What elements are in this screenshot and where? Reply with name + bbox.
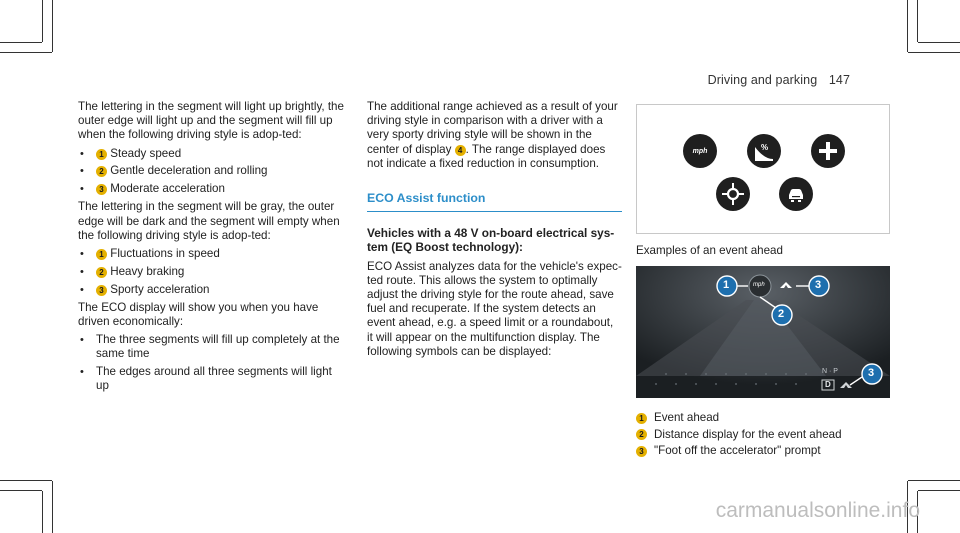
page-number: 147 [828, 73, 850, 87]
bullet: • [80, 248, 84, 261]
list-item [78, 283, 346, 297]
icon-label: mph [692, 147, 708, 155]
list-item-text: Steady speed [110, 146, 182, 160]
icon-label: % [761, 143, 769, 152]
paragraph: ECO Assist analyzes data for the vehicle's expec-ted route. This allows the system to optimally adjust the driving style for the route ahead, save fuel and recuperate. If the system detects an event ahead, e.g. a speed limit or a roundabout, it will appear on the multifunction display. The following symbols can be displayed: [367, 259, 622, 358]
number-badge: 1 [636, 413, 647, 424]
number-badge: 2 [96, 166, 107, 177]
number-badge: 2 [96, 267, 107, 278]
column-left [78, 100, 346, 398]
number-badge: 2 [636, 429, 647, 440]
header-title: Driving and parking [707, 73, 818, 87]
intersection-icon [811, 134, 845, 168]
number-badge: 3 [636, 446, 647, 457]
crop-mark [0, 480, 52, 481]
roundabout-shape [721, 182, 745, 206]
crop-mark [52, 0, 53, 52]
bullet: • [80, 147, 84, 160]
number-badge: 3 [96, 184, 107, 195]
bullet: • [80, 183, 84, 196]
number-badge: 4 [455, 145, 466, 156]
crop-mark [0, 490, 42, 491]
paragraph: The lettering in the segment will be gray, the outer edge will be dark and the segment will empty when the following driving style is adop-ted: [78, 200, 340, 242]
column-middle [367, 100, 622, 363]
paragraph-text: The additional range achieved as a result of your driving style in comparison with a driver with a very sporty driving style will be shown in the center of display [367, 100, 618, 156]
roundabout-icon [716, 177, 750, 211]
crop-mark [908, 480, 960, 481]
legend-row [636, 443, 842, 460]
paragraph: The ECO display will show you when you have driven economically: [78, 300, 319, 329]
figure-legend [636, 410, 842, 460]
crop-mark [917, 0, 918, 42]
legend-row [636, 410, 842, 427]
crop-mark [0, 42, 42, 43]
crop-mark [907, 0, 908, 52]
paragraph: The lettering in the segment will light up brightly, the outer edge will light up and the segment will fill up when the following driving style is adop-ted: [78, 100, 344, 142]
figure-caption: Examples of an event ahead [636, 244, 783, 257]
list-item [78, 333, 346, 361]
bullet: • [80, 165, 84, 178]
list-item [78, 247, 346, 261]
speed-limit-mph-icon [683, 134, 717, 168]
list-item [78, 182, 346, 196]
crop-mark [52, 481, 53, 533]
paragraph [367, 100, 622, 171]
car-shape [784, 182, 808, 206]
callout-label-3: 3 [815, 279, 822, 291]
gradient-percent-icon [747, 134, 781, 168]
list-item-text: Gentle deceleration and rolling [110, 164, 268, 178]
paragraph-text: . The range displayed does not indicate a fixed reduction in consumption. [367, 142, 606, 170]
bullet: • [80, 265, 84, 278]
crop-mark [918, 490, 960, 491]
list-item-text: Heavy braking [110, 264, 185, 278]
bullet-list [78, 147, 346, 197]
legend-text: Event ahead [654, 411, 720, 424]
list-item [78, 147, 346, 161]
list-item [78, 164, 346, 178]
list-item-text: The three segments will fill up completely at the same time [96, 333, 340, 361]
crop-mark [918, 42, 960, 43]
bullet: • [80, 366, 84, 379]
number-badge: 1 [96, 249, 107, 260]
list-item [78, 265, 346, 279]
crop-mark [42, 0, 43, 42]
display-figure [636, 266, 890, 398]
list-item-text: Sporty acceleration [110, 282, 210, 296]
bullet: • [80, 283, 84, 296]
number-badge: 3 [96, 285, 107, 296]
gear-selected: D [825, 380, 831, 389]
crop-mark [42, 491, 43, 533]
crop-mark [0, 52, 52, 53]
section-title: ECO Assist function [367, 191, 622, 212]
crop-mark [908, 52, 960, 53]
legend-text: Distance display for the event ahead [654, 427, 842, 441]
legend-text: "Foot off the accelerator" prompt [654, 444, 821, 457]
gear-indicator: N · P [822, 368, 838, 375]
sub-title: Vehicles with a 48 V on-board electrical sys-tem (EQ Boost technology): [367, 226, 615, 255]
list-item-text: The edges around all three segments will light up [96, 365, 332, 393]
bullet: • [80, 334, 84, 347]
legend-row [636, 427, 842, 444]
list-item [78, 365, 346, 393]
bullet-list [78, 333, 346, 393]
symbol-figure [636, 104, 890, 234]
page-header [708, 73, 850, 87]
list-item-text: Fluctuations in speed [110, 247, 220, 261]
list-item-text: Moderate acceleration [110, 182, 225, 196]
callout-label-1: 1 [723, 279, 730, 291]
callout-label-2: 2 [778, 308, 785, 320]
number-badge: 1 [96, 149, 107, 160]
display-unit-label: mph [753, 282, 765, 288]
cross-shape [817, 140, 839, 162]
watermark: carmanualsonline.info [715, 499, 920, 522]
vehicle-ahead-icon [779, 177, 813, 211]
bullet-list [78, 247, 346, 297]
callout-label-3-lower: 3 [868, 367, 875, 379]
